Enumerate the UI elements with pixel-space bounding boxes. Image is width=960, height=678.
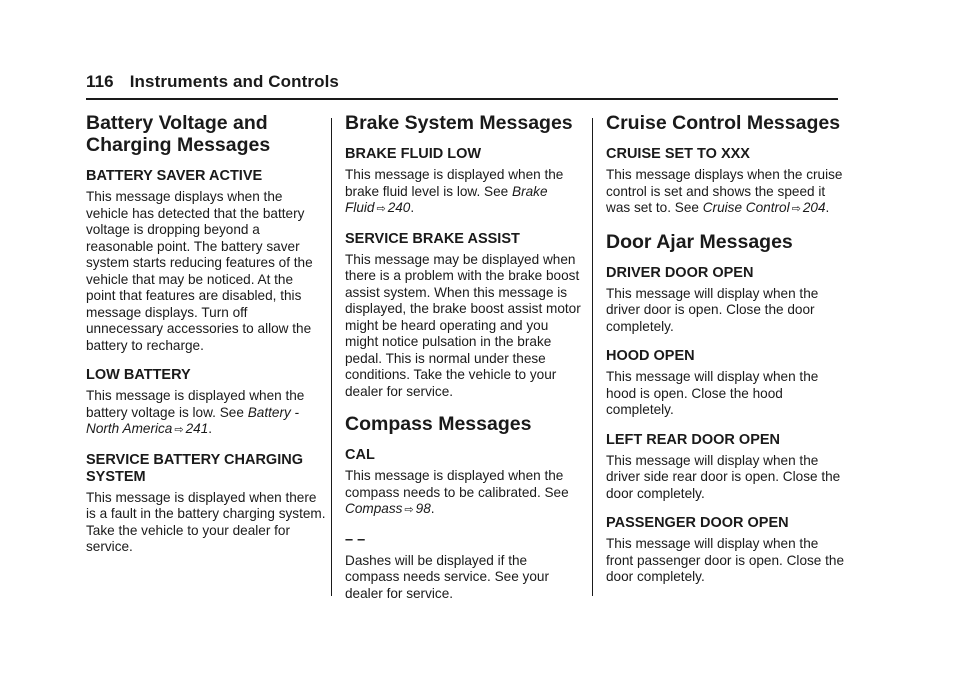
sentence-period: . [825,200,830,215]
message-heading-service-battery-charging-system: SERVICE BATTERY CHARGING SYSTEM [86,451,303,485]
section-title-brake-system-messages: Brake System Messages [345,112,573,134]
page-reference-arrow-icon: ⇨ [174,424,184,436]
message-heading-passenger-door-open: PASSENGER DOOR OPEN [606,515,789,531]
section-title-compass-messages: Compass Messages [345,413,532,435]
message-description [606,167,846,218]
message-description [345,252,585,401]
page-reference-arrow-icon: ⇨ [376,203,386,215]
message-heading-cal: CAL [345,447,375,463]
description-text: This message displays when the cruise control is set and shows the speed it was set to. See [606,167,843,215]
cross-reference-link[interactable]: Brake Fluid [345,183,548,215]
header-rule [86,98,838,100]
reference-page-number[interactable]: 241 [185,421,209,436]
message-heading-left-rear-door-open: LEFT REAR DOOR OPEN [606,431,781,448]
description-text: This message is displayed when the battery voltage is low. See [86,388,305,420]
description-text: This message may be displayed when there is a problem with the brake boost assist system. When this message is displayed, the brake boost assist motor might be heard operating and you might notice pulsation in the brake pedal. This is normal under these conditions. Take the vehicle to your dealer for service. [345,251,581,399]
message-heading-battery-saver-active: BATTERY SAVER ACTIVE [86,168,263,184]
message-description [606,286,846,336]
message-heading-driver-door-open: DRIVER DOOR OPEN [606,264,754,281]
column-1 [86,110,326,569]
message-description [345,468,585,519]
message-heading-low-battery: LOW BATTERY [86,367,191,383]
message-description [86,490,326,556]
message-description [345,167,585,218]
reference-page-number[interactable]: 204 [802,200,826,215]
description-text: This message is displayed when the brake fluid level is low. See [345,167,564,199]
message-description [86,189,326,354]
message-heading-service-brake-assist: SERVICE BRAKE ASSIST [345,230,520,247]
section-title-battery-voltage-and-charging-messages: Battery Voltage and Charging Messages [86,112,271,156]
column-3 [606,110,846,599]
cross-reference-link[interactable]: Battery - North America [86,404,300,436]
message-description [345,553,585,603]
sentence-period: . [430,501,435,516]
sentence-period: . [208,421,213,436]
description-text: This message will display when the hood is open. Close the hood completely. [606,369,819,417]
column-divider-2 [592,118,593,596]
description-text: This message displays when the vehicle has detected that the battery voltage is dropping beyond a reasonable point. The battery saver system starts reducing features of the vehicle that may be noticed. At the point that features are disabled, this message displays. Turn off unnecessary accessories to allow the battery to recharge. [86,189,313,353]
page-number: 116 [86,72,114,91]
message-heading-item: – – [345,531,366,548]
reference-page-number[interactable]: 98 [415,501,431,516]
column-2 [345,110,585,615]
section-title-cruise-control-messages: Cruise Control Messages [606,112,841,134]
description-text: This message is displayed when there is a fault in the battery charging system. Take the vehicle to your dealer for service. [86,489,326,554]
section-title-door-ajar-messages: Door Ajar Messages [606,230,793,253]
message-heading-hood-open: HOOD OPEN [606,348,695,364]
description-text: This message will display when the front passenger door is open. Close the door completely. [606,536,845,584]
message-description [606,536,846,586]
message-description [86,388,326,439]
page-reference-arrow-icon: ⇨ [404,504,414,516]
reference-page-number[interactable]: 240 [387,200,411,215]
sentence-period: . [410,200,415,215]
header-line [86,72,838,92]
page-header [86,72,838,92]
message-description [606,453,846,503]
message-heading-cruise-set-to-xxx: CRUISE SET TO XXX [606,146,750,162]
page-reference-arrow-icon: ⇨ [791,203,801,215]
description-text: This message will display when the driver side rear door is open. Close the door completely. [606,452,841,501]
column-divider-1 [331,118,332,596]
description-text: Dashes will be displayed if the compass needs service. See your dealer for service. [345,552,550,601]
description-text: This message will display when the driver door is open. Close the door completely. [606,285,819,334]
chapter-title: Instruments and Controls [129,72,339,91]
message-heading-brake-fluid-low: BRAKE FLUID LOW [345,146,482,162]
cross-reference-link[interactable]: Compass [345,501,403,516]
message-description [606,369,846,419]
description-text: This message is displayed when the compass needs to be calibrated. See [345,468,569,500]
cross-reference-link[interactable]: Cruise Control [702,200,790,215]
